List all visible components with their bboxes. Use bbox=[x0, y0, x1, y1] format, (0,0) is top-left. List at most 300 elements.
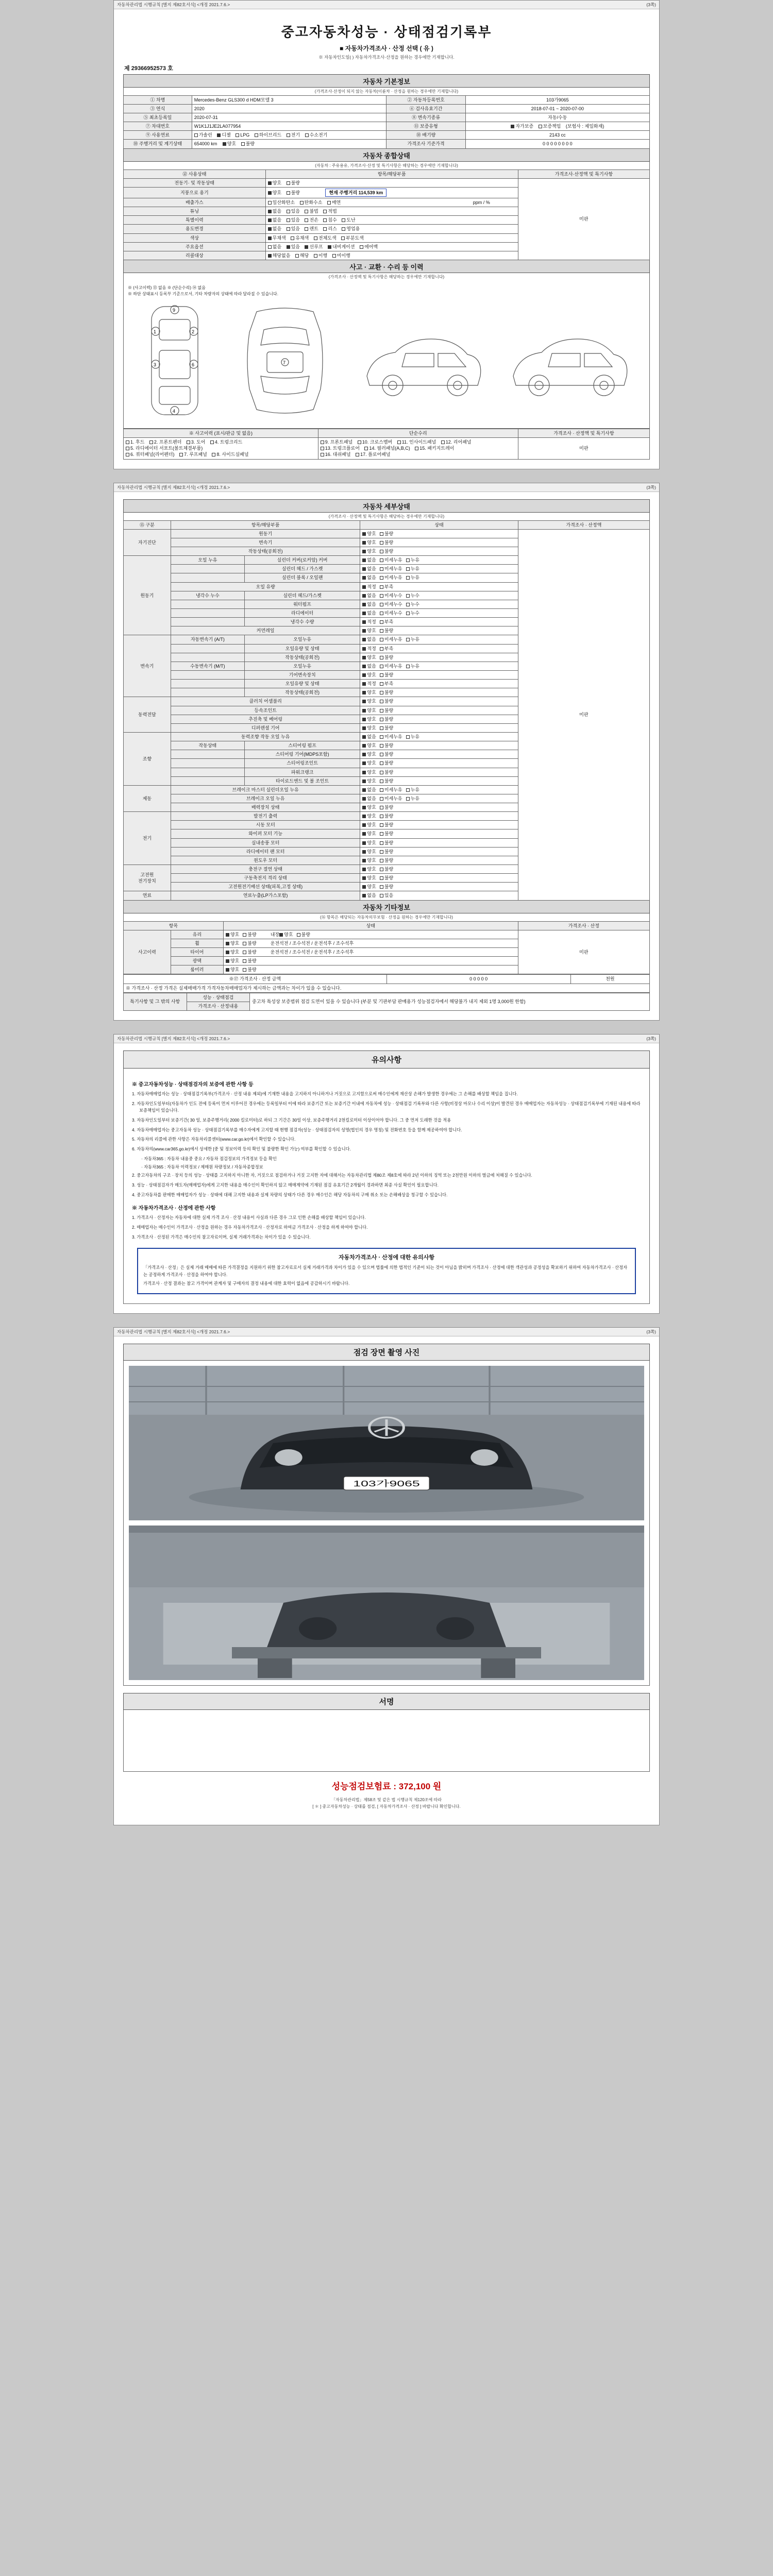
detail-state-1-7-opt-1[interactable]: 부족 bbox=[380, 619, 393, 625]
detail-state-1-0-opt-0[interactable]: 없음 bbox=[362, 557, 376, 563]
detail-state-1-8-opt-0[interactable]: 양호 bbox=[362, 628, 376, 634]
fuel-option-lpg[interactable]: LPG bbox=[236, 132, 249, 138]
tuning-none[interactable]: 없음 bbox=[268, 208, 281, 214]
recall-yes[interactable]: 해당 bbox=[295, 252, 309, 259]
part-roof-panel[interactable]: 7. 루프패널 bbox=[179, 451, 207, 457]
section-detail-note: (가격조사 · 산정액 및 특기사항은 해당하는 경우에만 기재합니다) bbox=[123, 513, 650, 520]
usechange-commercial[interactable]: 영업용 bbox=[342, 226, 360, 232]
detail-state-1-4 bbox=[360, 591, 518, 600]
part-package-tray[interactable]: 15. 패키지트레이 bbox=[415, 445, 454, 451]
other-state-3-opt-0[interactable]: 양호 bbox=[226, 958, 239, 964]
table-row bbox=[124, 122, 650, 131]
usechange-lease[interactable]: 리스 bbox=[323, 226, 337, 232]
detail-item-3-2: 추진축 및 베어링 bbox=[171, 715, 360, 723]
usechange-rent[interactable]: 렌트 bbox=[305, 226, 318, 232]
fuel-option-ev[interactable]: 전기 bbox=[287, 132, 300, 138]
detail-state-0-1-opt-1[interactable]: 불량 bbox=[380, 539, 393, 546]
detail-state-2-4-opt-0[interactable]: 양호 bbox=[362, 672, 376, 678]
detail-state-2-3-opt-2[interactable]: 누유 bbox=[406, 663, 419, 669]
detail-state-6-4-opt-0[interactable]: 양호 bbox=[362, 849, 376, 855]
detail-state-6-3-opt-0[interactable]: 양호 bbox=[362, 840, 376, 846]
overall-value-emission bbox=[265, 198, 518, 207]
other-state-4-opt-0[interactable]: 양호 bbox=[226, 967, 239, 973]
detail-state-6-1-opt-0[interactable]: 양호 bbox=[362, 822, 376, 828]
other-head-item: 항목 bbox=[124, 921, 224, 930]
mileage-state-good[interactable]: 양호 bbox=[268, 190, 281, 196]
page-subnote: ※ 자동차인도일( ) 자동차가격조사·산정을 원하는 경우에만 기재합니다. bbox=[318, 55, 455, 60]
detail-subitem-2-3: 오일누유 bbox=[244, 662, 360, 670]
overall-label-history: 특별이력 bbox=[124, 216, 266, 225]
tuning-illegal[interactable]: 불법 bbox=[305, 208, 318, 214]
detail-state-3-3 bbox=[360, 723, 518, 732]
options-navigation[interactable]: 내비게이션 bbox=[328, 244, 355, 250]
warranty-option-insured[interactable]: 보증책임 bbox=[539, 123, 561, 129]
detail-state-7-2-opt-0[interactable]: 양호 bbox=[362, 884, 376, 890]
detail-state-7-0-opt-1[interactable]: 불량 bbox=[380, 866, 393, 872]
table-header-row bbox=[124, 170, 650, 178]
detail-state-5-1-opt-2[interactable]: 누유 bbox=[406, 795, 419, 802]
detail-state-6-2-opt-1[interactable]: 불량 bbox=[380, 831, 393, 837]
detail-item-6-5: 윈도우 모터 bbox=[171, 856, 360, 865]
section-accident-title: 사고 · 교환 · 수리 등 이력 bbox=[349, 263, 424, 271]
color-partial-repaint[interactable]: 부분도색 bbox=[341, 235, 364, 241]
detail-state-0-0 bbox=[360, 529, 518, 538]
overall-value-recall bbox=[265, 251, 518, 260]
section-overall-note: (자동차 : 주유용유, 가격조사·산정 및 특기사항은 해당하는 경우에만 기재합니다) bbox=[123, 162, 650, 170]
section-detail-header bbox=[123, 499, 650, 513]
warning-box-title: 자동차가격조사 · 산정에 대한 유의사항 bbox=[339, 1255, 434, 1261]
other-state-2-opt-0[interactable]: 양호 bbox=[226, 949, 239, 955]
detail-item-7-2: 고전원전기배선 상태(피복,고정 상태) bbox=[171, 883, 360, 891]
recall-na[interactable]: 해당없음 bbox=[268, 252, 291, 259]
section-accident-header bbox=[123, 260, 650, 273]
detail-state-5-0-opt-0[interactable]: 없음 bbox=[362, 787, 376, 793]
page2-topline bbox=[114, 483, 659, 492]
fuel-option-fcev[interactable]: 수소전기 bbox=[305, 132, 328, 138]
total-price-digits: 0 0 0 0 0 bbox=[386, 975, 570, 984]
detail-state-3-3-opt-1[interactable]: 불량 bbox=[380, 725, 393, 731]
detail-state-1-6-opt-0[interactable]: 없음 bbox=[362, 610, 376, 616]
notice-list bbox=[132, 1091, 641, 1198]
other-state-2-opt-1[interactable]: 불량 bbox=[243, 949, 256, 955]
detail-item-8-0: 연료누출(LP가스포함) bbox=[171, 891, 360, 900]
detail-state-5-2 bbox=[360, 803, 518, 812]
detail-state-4-0-opt-2[interactable]: 누유 bbox=[406, 734, 419, 740]
detail-state-1-0 bbox=[360, 556, 518, 565]
parts-left-row2 bbox=[126, 445, 316, 451]
detail-state-6-3 bbox=[360, 838, 518, 847]
basic-value-vin: W1K1J1JE2LA077954 bbox=[192, 122, 386, 131]
tuning-legal[interactable]: 적법 bbox=[323, 208, 337, 214]
car-diagram-top-view bbox=[226, 301, 344, 420]
page4-topline bbox=[114, 1328, 659, 1336]
detail-state-0-1-opt-0[interactable]: 양호 bbox=[362, 539, 376, 546]
detail-state-6-0-opt-1[interactable]: 불량 bbox=[380, 813, 393, 819]
notice2-item-2: 3. 가격조사 · 산정된 가격은 매수인의 참고자료이며, 실제 거래가격과는 차이가 있을 수 있습니다. bbox=[132, 1234, 311, 1240]
history-theft[interactable]: 도난 bbox=[342, 217, 355, 223]
detail-state-6-3-opt-1[interactable]: 불량 bbox=[380, 840, 393, 846]
page-subtitle: ■ 자동차가격조사 · 산정 선택 ( 유 ) bbox=[340, 45, 433, 52]
parts-mid-row bbox=[126, 451, 316, 457]
other-extra-state-0-opt-0[interactable]: 양호 bbox=[279, 931, 293, 938]
other-state-4-opt-1[interactable]: 불량 bbox=[243, 967, 256, 973]
gauge-option-bad[interactable]: 불량 bbox=[241, 141, 255, 147]
overall-price-text: 미판 bbox=[579, 216, 589, 222]
special-note-row-1-label: 성능 · 상태점검 bbox=[187, 993, 250, 1002]
other-state-1-opt-1[interactable]: 불량 bbox=[243, 940, 256, 946]
detail-state-4-1-opt-1[interactable]: 불량 bbox=[380, 742, 393, 749]
detail-state-6-4-opt-1[interactable]: 불량 bbox=[380, 849, 393, 855]
detail-state-2-0-opt-0[interactable]: 없음 bbox=[362, 636, 376, 642]
section-overall-header bbox=[123, 149, 650, 162]
detail-state-2-2-opt-1[interactable]: 불량 bbox=[380, 654, 393, 660]
detail-state-3-2-opt-1[interactable]: 불량 bbox=[380, 716, 393, 722]
detail-state-7-1-opt-1[interactable]: 불량 bbox=[380, 875, 393, 881]
gauge-option-good[interactable]: 양호 bbox=[223, 141, 236, 147]
detail-state-3-3-opt-0[interactable]: 양호 bbox=[362, 725, 376, 731]
color-achromatic[interactable]: 무채색 bbox=[268, 235, 286, 241]
detail-state-1-5-opt-1[interactable]: 미세누수 bbox=[380, 601, 402, 607]
detail-state-3-0-opt-0[interactable]: 양호 bbox=[362, 698, 376, 704]
detail-state-1-5-opt-2[interactable]: 누수 bbox=[406, 601, 419, 607]
detail-state-1-1-opt-0[interactable]: 없음 bbox=[362, 566, 376, 572]
detail-item-1-7 bbox=[171, 618, 244, 626]
section-accident-note: (가격조사 · 산정액 및 특기사항은 해당하는 경우에만 기재합니다) bbox=[123, 273, 650, 281]
options-airbag[interactable]: 에어백 bbox=[360, 244, 378, 250]
basic-label-fuel: ⑨ 사용연료 bbox=[124, 131, 192, 140]
photo-plate-text: 103가9065 bbox=[353, 1479, 420, 1488]
part-door[interactable]: 3. 도어 bbox=[187, 439, 205, 445]
basic-label-firstreg: ⑤ 최초등록일 bbox=[124, 113, 192, 122]
notice-item-5: 6. 자동차의(www.car365.go.kr)에서 상세한 [중 및 정보이력 등의 확인 및 불량한 확인 가능) 여부를 확인할 수 있습니다. bbox=[132, 1146, 351, 1152]
page4-page-number: (3쪽) bbox=[646, 1329, 656, 1335]
emission-units: ppm / % bbox=[473, 200, 490, 206]
accident-parts-right bbox=[318, 438, 518, 459]
detail-state-2-1 bbox=[360, 644, 518, 653]
detail-state-2-6-opt-0[interactable]: 양호 bbox=[362, 689, 376, 696]
part-radiator-support[interactable]: 5. 라디에이터 서포트(볼트체결부품) bbox=[126, 445, 203, 451]
overall-value-options bbox=[265, 242, 518, 251]
options-sunroof[interactable]: 선루프 bbox=[305, 244, 323, 250]
fuel-option-gasoline[interactable]: 가솔린 bbox=[194, 132, 212, 138]
color-chromatic[interactable]: 유채색 bbox=[291, 235, 309, 241]
detail-item-6-2: 와이퍼 모터 기능 bbox=[171, 829, 360, 838]
detail-state-5-1-opt-0[interactable]: 없음 bbox=[362, 795, 376, 802]
detail-state-1-4-opt-2[interactable]: 누수 bbox=[406, 592, 419, 599]
detail-state-7-2-opt-1[interactable]: 불량 bbox=[380, 884, 393, 890]
detail-state-0-0-opt-1[interactable]: 불량 bbox=[380, 531, 393, 537]
table-row bbox=[124, 178, 650, 187]
detail-state-1-4-opt-1[interactable]: 미세누수 bbox=[380, 592, 402, 599]
fee-row bbox=[123, 1772, 650, 1795]
part-side-sill[interactable]: 8. 사이드실패널 bbox=[212, 451, 248, 457]
detail-state-2-5-opt-0[interactable]: 적정 bbox=[362, 681, 376, 687]
detail-state-5-0-opt-1[interactable]: 미세누유 bbox=[380, 787, 402, 793]
overall-label-usechange: 용도변경 bbox=[124, 225, 266, 233]
fuel-option-hybrid[interactable]: 하이브리드 bbox=[255, 132, 281, 138]
detail-state-7-0-opt-0[interactable]: 양호 bbox=[362, 866, 376, 872]
detail-state-3-2-opt-0[interactable]: 양호 bbox=[362, 716, 376, 722]
detail-state-6-2-opt-0[interactable]: 양호 bbox=[362, 831, 376, 837]
overall-value-color bbox=[265, 233, 518, 242]
detail-state-4-5-opt-1[interactable]: 불량 bbox=[380, 778, 393, 784]
notice-heading-2: ※ 자동차가격조사 · 산정에 관한 사항 bbox=[132, 1206, 216, 1212]
detail-state-5-1-opt-1[interactable]: 미세누유 bbox=[380, 795, 402, 802]
detail-state-4-2-opt-1[interactable]: 불량 bbox=[380, 751, 393, 757]
detail-state-4-5-opt-0[interactable]: 양호 bbox=[362, 778, 376, 784]
options-none[interactable]: 없음 bbox=[268, 244, 281, 250]
basic-value-year: 2020 bbox=[192, 104, 386, 113]
detail-state-1-6-opt-2[interactable]: 누수 bbox=[406, 610, 419, 616]
detail-subitem-2-6: 작동상태(공회전) bbox=[244, 688, 360, 697]
part-front-panel[interactable]: 9. 프론트패널 bbox=[321, 439, 352, 445]
special-note-text: 중고차 특성상 보증범위 점검 도면이 있을 수 있습니다 (부분 및 기판부담 판매용가 성능점검자에서 해당불가 내지 제외 1명 3,000원 한함) bbox=[250, 993, 650, 1010]
detail-subitem-1-1: 실린더 헤드 / 가스켓 bbox=[244, 565, 360, 573]
other-state-1-opt-0[interactable]: 양호 bbox=[226, 940, 239, 946]
history-total-loss[interactable]: 전손 bbox=[305, 217, 318, 223]
emission-hc[interactable]: 탄화수소 bbox=[300, 199, 323, 206]
motor-bad[interactable]: 불량 bbox=[287, 180, 300, 186]
part-floor-panel[interactable]: 17. 플로어패널 bbox=[356, 451, 390, 457]
detail-item-1-6 bbox=[171, 608, 244, 617]
other-state-3-opt-1[interactable]: 불량 bbox=[243, 958, 256, 964]
car-diagram-side-view bbox=[357, 319, 491, 402]
detail-state-5-2-opt-1[interactable]: 불량 bbox=[380, 804, 393, 810]
detail-item-0-2: 작동상태(공회전) bbox=[171, 547, 360, 555]
usechange-none[interactable]: 없음 bbox=[268, 226, 281, 232]
other-head-state: 상태 bbox=[223, 921, 518, 930]
detail-state-1-2-opt-0[interactable]: 없음 bbox=[362, 574, 376, 581]
signature-area[interactable] bbox=[123, 1710, 650, 1772]
total-price-unit: 천원 bbox=[570, 975, 649, 984]
serial-prefix: 제 bbox=[124, 65, 130, 72]
signature-section-title: 서명 bbox=[123, 1693, 650, 1710]
detail-state-4-3-opt-0[interactable]: 양호 bbox=[362, 760, 376, 766]
detail-state-4-3-opt-1[interactable]: 불량 bbox=[380, 760, 393, 766]
detail-state-1-6-opt-1[interactable]: 미세누수 bbox=[380, 610, 402, 616]
car-diagram-group bbox=[128, 297, 645, 424]
detail-state-1-1-opt-1[interactable]: 미세누유 bbox=[380, 566, 402, 572]
detail-state-2-1-opt-1[interactable]: 부족 bbox=[380, 646, 393, 652]
section-basic-header bbox=[123, 74, 650, 88]
other-state-0-opt-0[interactable]: 양호 bbox=[226, 931, 239, 938]
warranty-option-self[interactable]: 자가보증 bbox=[511, 123, 533, 129]
history-none[interactable]: 없음 bbox=[268, 217, 281, 223]
detail-state-6-5-opt-1[interactable]: 불량 bbox=[380, 857, 393, 863]
notice-item-6: · 자동차365 : 자동차 내용중 중요 / 자동차 점검정보의 가격정보 등을 확인 bbox=[141, 1156, 277, 1161]
other-table-body bbox=[124, 930, 650, 974]
history-yes[interactable]: 있음 bbox=[287, 217, 300, 223]
detail-item-2-6 bbox=[171, 688, 244, 697]
notice-list-2 bbox=[132, 1214, 641, 1241]
accident-diagram-area bbox=[123, 281, 650, 429]
motor-good[interactable]: 양호 bbox=[268, 180, 281, 186]
page3-page-number: (3쪽) bbox=[646, 1036, 656, 1042]
detail-state-3-1-opt-0[interactable]: 양호 bbox=[362, 707, 376, 714]
detail-item-0-1: 변속기 bbox=[171, 538, 360, 547]
detail-state-1-2-opt-2[interactable]: 누유 bbox=[406, 574, 419, 581]
accident-price-text: 미판 bbox=[579, 446, 589, 451]
page4-footer bbox=[123, 1795, 650, 1816]
tuning-yes[interactable]: 있음 bbox=[287, 208, 300, 214]
detail-item-4-5 bbox=[171, 776, 244, 785]
mileage-state-bad[interactable]: 불량 bbox=[287, 190, 300, 196]
recall-notdone[interactable]: 미이행 bbox=[332, 252, 350, 259]
parts-right-row1 bbox=[321, 439, 516, 445]
overall-value-usechange bbox=[265, 225, 518, 233]
basic-label-warranty: ⑪ 보증유형 bbox=[386, 122, 465, 131]
detail-subitem-1-7: 냉각수 수량 bbox=[244, 618, 360, 626]
detail-state-2-3-opt-1[interactable]: 미세누유 bbox=[380, 663, 402, 669]
current-mileage-value: 114,539 km bbox=[358, 190, 383, 195]
detail-state-0-0-opt-0[interactable]: 양호 bbox=[362, 531, 376, 537]
detail-item-2-2 bbox=[171, 653, 244, 662]
detail-state-6-1-opt-1[interactable]: 불량 bbox=[380, 822, 393, 828]
fuel-option-diesel[interactable]: 디젤 bbox=[217, 132, 230, 138]
part-front-fender[interactable]: 2. 프론트펜더 bbox=[149, 439, 181, 445]
overall-label-options: 주요옵션 bbox=[124, 242, 266, 251]
detail-state-2-5-opt-1[interactable]: 부족 bbox=[380, 681, 393, 687]
detail-state-1-0-opt-2[interactable]: 누유 bbox=[406, 557, 419, 563]
detail-state-1-5-opt-0[interactable]: 없음 bbox=[362, 601, 376, 607]
part-inside-panel[interactable]: 11. 인사이드패널 bbox=[397, 439, 436, 445]
form-reference: 자동차관리법 시행규칙 [별지 제82호서식] <개정 2021.7.6.> bbox=[117, 2, 230, 7]
inspection-photo-front bbox=[129, 1366, 644, 1520]
detail-state-2-3-opt-0[interactable]: 없음 bbox=[362, 663, 376, 669]
notice-title: 유의사항 bbox=[123, 1050, 650, 1069]
recall-done[interactable]: 이행 bbox=[314, 252, 327, 259]
detail-state-4-0-opt-0[interactable]: 없음 bbox=[362, 734, 376, 740]
current-mileage-label: 현재 주행거리 bbox=[329, 190, 358, 195]
detail-state-1-3-opt-1[interactable]: 부족 bbox=[380, 584, 393, 590]
other-item-2: 타이어 bbox=[171, 948, 223, 957]
detail-state-2-4 bbox=[360, 670, 518, 679]
current-mileage-box bbox=[325, 189, 386, 197]
detail-state-1-2-opt-1[interactable]: 미세누유 bbox=[380, 574, 402, 581]
part-quarter-panel[interactable]: 6. 쿼터패널(리어펜더) bbox=[126, 451, 175, 457]
detail-state-2-4-opt-1[interactable]: 불량 bbox=[380, 672, 393, 678]
other-item-0: 유리 bbox=[171, 930, 223, 939]
overall-head-usage: ⑫ 사용상태 bbox=[124, 170, 266, 178]
detail-subitem-4-2: 스티어링 기어(MDPS포함) bbox=[244, 750, 360, 759]
history-flood[interactable]: 침수 bbox=[323, 217, 337, 223]
other-item-3: 광택 bbox=[171, 957, 223, 965]
page-3 bbox=[113, 1034, 660, 1314]
overall-label-mileage-state: 지붕으로 용기 bbox=[124, 187, 266, 198]
detail-state-2-0 bbox=[360, 635, 518, 644]
part-rear-panel[interactable]: 12. 리어패널 bbox=[441, 439, 472, 445]
basic-label-mileage: ⑩ 주행거리 및 계기상태 bbox=[124, 140, 192, 148]
detail-state-1-3-opt-0[interactable]: 적정 bbox=[362, 584, 376, 590]
special-note-row-2-label: 가격조사 · 산정내용 bbox=[187, 1002, 250, 1010]
detail-subitem-2-5: 오일유량 및 상태 bbox=[244, 680, 360, 688]
detail-state-4-1-opt-0[interactable]: 양호 bbox=[362, 742, 376, 749]
emission-co[interactable]: 일산화탄소 bbox=[268, 199, 295, 206]
emission-smoke[interactable]: 매연 bbox=[327, 199, 341, 206]
detail-state-5-2-opt-0[interactable]: 양호 bbox=[362, 804, 376, 810]
detail-item-1-4: 냉각수 누수 bbox=[171, 591, 244, 600]
detail-state-2-1-opt-0[interactable]: 적정 bbox=[362, 646, 376, 652]
total-price-table bbox=[123, 974, 650, 992]
section-basic-title: 자동차 기본정보 bbox=[363, 77, 410, 86]
detail-subitem-4-4: 파워크랭크 bbox=[244, 768, 360, 776]
usechange-yes[interactable]: 있음 bbox=[287, 226, 300, 232]
part-dash-panel[interactable]: 16. 대쉬패널 bbox=[321, 451, 351, 457]
detail-group-2: 변속기 bbox=[124, 635, 171, 697]
detail-state-8-0-opt-1[interactable]: 있음 bbox=[380, 892, 393, 899]
other-extra-state-0-opt-1[interactable]: 불량 bbox=[297, 931, 310, 938]
detail-state-1-1-opt-2[interactable]: 누유 bbox=[406, 566, 419, 572]
part-hood[interactable]: 1. 후드 bbox=[126, 439, 144, 445]
warranty-insurer: (보험사 : 제일화재) bbox=[565, 124, 604, 129]
basic-value-km-digits: 0 0 0 0 0 0 0 0 bbox=[465, 140, 649, 148]
part-trunk-floor[interactable]: 13. 트렁크플로어 bbox=[321, 445, 360, 451]
table-header-row bbox=[124, 520, 650, 529]
options-yes[interactable]: 있음 bbox=[287, 244, 300, 250]
photo-section-title: 점검 장면 촬영 사진 bbox=[123, 1344, 650, 1361]
other-extra-1: 운전석전 / 조수석전 / 운전석후 / 조수석후 bbox=[270, 940, 354, 946]
accident-line1: ※ (사고이력) ⑬ 없음 ※ (단순수리) ⑭ 없음 bbox=[128, 285, 206, 290]
detail-subitem-2-1: 오일유량 및 상태 bbox=[244, 644, 360, 653]
detail-state-3-1 bbox=[360, 706, 518, 715]
basic-value-firstreg: 2020-07-31 bbox=[192, 113, 386, 122]
car-diagram-side-view-2 bbox=[503, 319, 637, 402]
total-price-note: ※ 가격조사 · 산정 가격은 실제매매가격 가격자동차매매업자가 제시하는 금액과는 차이가 있을 수 있습니다. bbox=[124, 984, 650, 992]
detail-state-2-0-opt-1[interactable]: 미세누유 bbox=[380, 636, 402, 642]
detail-state-1-8-opt-1[interactable]: 불량 bbox=[380, 628, 393, 634]
detail-state-8-0-opt-0[interactable]: 없음 bbox=[362, 892, 376, 899]
detail-state-4-2-opt-0[interactable]: 양호 bbox=[362, 751, 376, 757]
section-detail-title: 자동차 세부상태 bbox=[363, 502, 410, 511]
detail-state-0-2-opt-0[interactable]: 양호 bbox=[362, 548, 376, 554]
detail-state-1-7-opt-0[interactable]: 적정 bbox=[362, 619, 376, 625]
overall-price-cell bbox=[518, 178, 649, 260]
detail-state-1-0-opt-1[interactable]: 미세누유 bbox=[380, 557, 402, 563]
detail-state-0-2-opt-1[interactable]: 불량 bbox=[380, 548, 393, 554]
detail-state-3-0-opt-1[interactable]: 불량 bbox=[380, 698, 393, 704]
table-row bbox=[124, 993, 650, 1002]
part-pillar-panel[interactable]: 14. 필러패널(A,B,C) bbox=[364, 445, 410, 451]
detail-state-4-4-opt-0[interactable]: 양호 bbox=[362, 769, 376, 775]
detail-item-1-8: 커먼레일 bbox=[171, 626, 360, 635]
detail-item-1-3: 오일 유량 bbox=[171, 582, 360, 591]
detail-state-4-0-opt-1[interactable]: 미세누유 bbox=[380, 734, 402, 740]
other-state-2 bbox=[223, 948, 518, 957]
detail-item-1-5 bbox=[171, 600, 244, 608]
part-trunk-lid[interactable]: 4. 트렁크리드 bbox=[210, 439, 242, 445]
color-full-repaint[interactable]: 전체도색 bbox=[314, 235, 337, 241]
detail-item-4-3 bbox=[171, 759, 244, 768]
detail-state-7-1-opt-0[interactable]: 양호 bbox=[362, 875, 376, 881]
detail-state-0-2 bbox=[360, 547, 518, 555]
detail-state-6-0-opt-0[interactable]: 양호 bbox=[362, 813, 376, 819]
detail-state-2-0-opt-2[interactable]: 누유 bbox=[406, 636, 419, 642]
detail-state-4-4-opt-1[interactable]: 불량 bbox=[380, 769, 393, 775]
inspection-photo-lift bbox=[129, 1526, 644, 1680]
detail-state-1-4-opt-0[interactable]: 없음 bbox=[362, 592, 376, 599]
footer-line-1: 「자동차관리법」제58조 및 같은 법 시행규칙 제120조에 따라 bbox=[331, 1798, 442, 1803]
part-cross-member[interactable]: 10. 크로스멤버 bbox=[358, 439, 392, 445]
other-state-0-opt-1[interactable]: 불량 bbox=[243, 931, 256, 938]
detail-state-6-5-opt-0[interactable]: 양호 bbox=[362, 857, 376, 863]
overall-value-history bbox=[265, 216, 518, 225]
detail-state-2-6-opt-1[interactable]: 불량 bbox=[380, 689, 393, 696]
detail-state-2-2-opt-0[interactable]: 양호 bbox=[362, 654, 376, 660]
mileage-value: 654000 bbox=[194, 141, 210, 147]
other-state-3 bbox=[223, 957, 518, 965]
detail-state-3-1-opt-1[interactable]: 불량 bbox=[380, 707, 393, 714]
detail-state-5-0-opt-2[interactable]: 누유 bbox=[406, 787, 419, 793]
